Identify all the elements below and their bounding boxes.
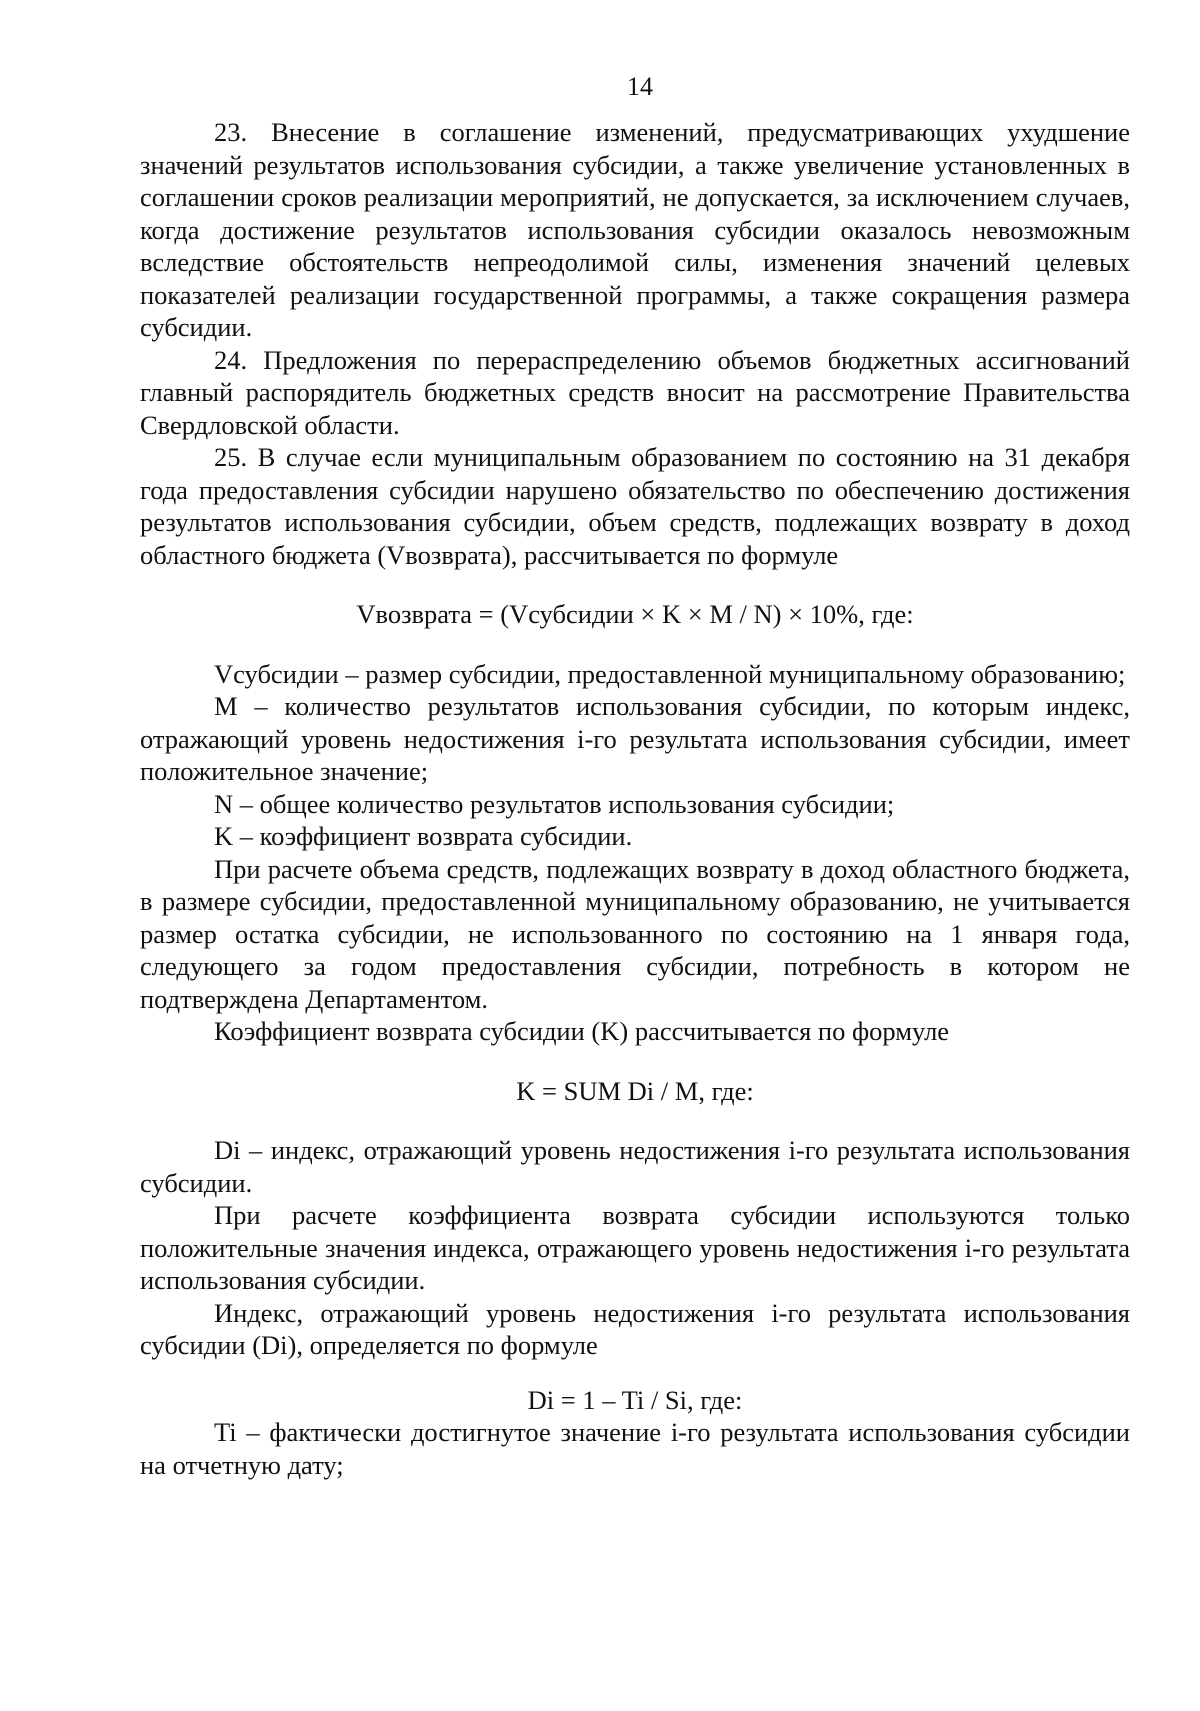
paragraph-25: 25. В случае если муниципальным образованием по состоянию на 31 декабря года предоставления субсидии нарушено обязательство по обеспечению достижения результатов использования субсидии, объем средств, подлежащих возврату в доход областного бюджета (Vвозврата), рассчитывается по формуле [140, 442, 1130, 570]
formula-di: Di = 1 – Ti / Si, где: [527, 1384, 743, 1415]
formula-v-return: Vвозврата = (Vсубсидии × K × M / N) × 10%, где: [356, 599, 914, 629]
definition-v-subsidy: Vсубсидии – размер субсидии, предоставленной муниципальному образованию; [214, 658, 1126, 689]
paragraph-di-formula-intro: Индекс, отражающий уровень недостижения i-го результата использования субсидии (Di), определяется по формуле [140, 1297, 1130, 1360]
definition-k: K – коэффициент возврата субсидии. [214, 821, 633, 851]
paragraph-calculation-note: При расчете объема средств, подлежащих возврату в доход областного бюджета, в размере субсидии, предоставленной муниципальному образованию, не учитывается размер остатка субсидии, не использованного по состоянию на 1 января года, следующего за годом предоставления субсидии, потребность в котором не подтверждена Департаментом. [140, 853, 1130, 1014]
definition-ti: Ti – фактически достигнутое значение i-го результата использования субсидии на отчетную дату; [140, 1417, 1130, 1480]
formula-k: K = SUM Di / M, где: [516, 1075, 754, 1106]
paragraph-24: 24. Предложения по перераспределению объемов бюджетных ассигнований главный распорядитель бюджетных средств вносит на рассмотрение Правительства Свердловской области. [140, 344, 1130, 440]
page-number: 14 [627, 72, 653, 101]
document-body [140, 116, 1130, 1481]
paragraph-k-formula-intro: Коэффициент возврата субсидии (K) рассчитывается по формуле [214, 1016, 950, 1046]
definition-m: M – количество результатов использования субсидии, по которым индекс, отражающий уровень недостижения i-го результата использования субсидии, имеет положительное значение; [140, 691, 1130, 786]
paragraph-23: 23. Внесение в соглашение изменений, предусматривающих ухудшение значений результатов использования субсидии, а также увеличение установленных в соглашении сроков реализации мероприятий, не допускается, за исключением случаев, когда достижение результатов использования субсидии оказалось невозможным вследствие обстоятельств непреодолимой силы, изменения значений целевых показателей реализации государственной программы, а также сокращения размера субсидии. [140, 117, 1130, 342]
definition-di: Di – индекс, отражающий уровень недостижения i-го результата использования субсидии. [140, 1135, 1130, 1198]
paragraph-positive-values: При расчете коэффициента возврата субсидии используются только положительные значения индекса, отражающего уровень недостижения i-го результата использования субсидии. [140, 1200, 1130, 1295]
definition-n: N – общее количество результатов использования субсидии; [214, 788, 895, 819]
